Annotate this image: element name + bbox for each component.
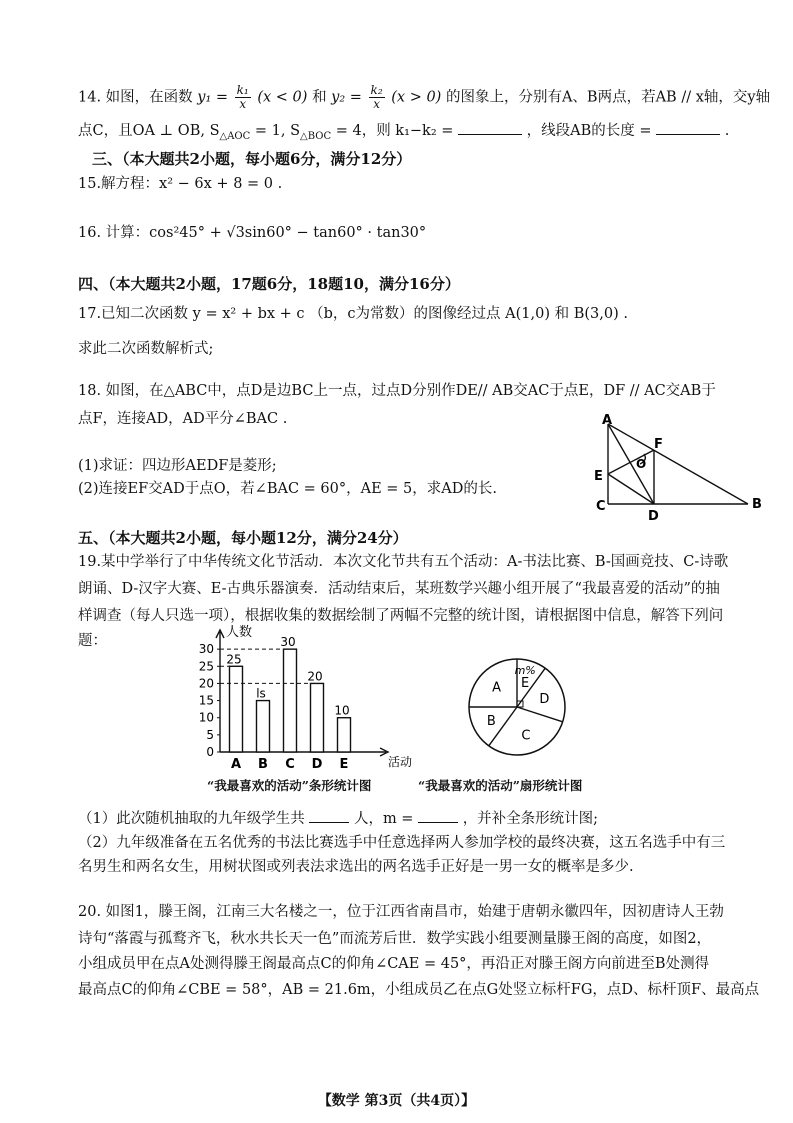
y-tick-label: 25 <box>198 659 214 674</box>
q19-part2-line2: 名男生和两名女生，用树状图或列表法求选出的两名选手正好是一男一女的概率是多少. <box>78 859 634 875</box>
q19-part1 <box>78 808 598 828</box>
q18-part2: (2)连接EF交AD于点O，若∠BAC = 60°，AE = 5，求AD的长. <box>78 481 497 497</box>
q19-part1-b: 人，m = <box>353 811 414 827</box>
section-3-heading: 三、（本大题共2小题，每小题6分，满分12分） <box>92 150 412 168</box>
bar-value-label: 30 <box>280 635 296 650</box>
y-tick-label: 0 <box>206 745 214 759</box>
q14-y1: y₁ = <box>197 89 229 106</box>
q14-end: . <box>724 123 730 139</box>
q14-frac1 <box>235 84 251 111</box>
q18-part1: (1)求证：四边形AEDF是菱形; <box>78 458 277 474</box>
y-tick-label: 15 <box>198 693 214 708</box>
q14-sub1: △AOC <box>219 130 251 142</box>
pie-slice-E: E <box>521 675 530 691</box>
q19-line1: 19.某中学举行了中华传统文化节活动．本次文化节共有五个活动：A-书法比赛、B-国画竞技、C-诗歌 <box>78 554 729 570</box>
q14-text-e: = 4，则 k₁−k₂ = <box>331 123 454 139</box>
bar-B <box>257 701 270 752</box>
vertex-label-o: O <box>636 457 647 471</box>
pie-annotation: m% <box>514 663 536 677</box>
vertex-label-c: C <box>596 499 606 514</box>
q14-text-f: ，线段AB的长度 = <box>526 123 652 139</box>
bar-chart <box>196 618 436 770</box>
y-tick-label: 5 <box>206 727 214 742</box>
q14-frac2 <box>369 84 385 111</box>
vertex-label-b: B <box>752 497 762 512</box>
q20-line2: 诗句“落霞与孤鹜齐飞，秋水共长天一色”而流芳后世．数学实践小组要测量滕王阁的高度，如图2， <box>78 931 712 947</box>
section-4-heading: 四、（本大题共2小题，17题6分，18题10，满分16分） <box>78 275 460 293</box>
q14-cond2: (x > 0) <box>391 89 442 106</box>
q14-y2: y₂ = <box>331 89 362 106</box>
bar-E <box>338 718 351 752</box>
q19-line3: 样调查（每人只选一项），根据收集的数据绘制了两幅不完整的统计图，请根据图中信息，解答下列问 <box>78 608 724 624</box>
q17-line1: 17.已知二次函数 y = x² + bx + c （b，c为常数）的图像经过点 A(1,0) 和 B(3,0) . <box>78 306 628 322</box>
q14-text-a: 14. 如图，在函数 <box>78 89 193 106</box>
y-tick-label: 20 <box>198 676 214 691</box>
q14-line2 <box>78 120 729 146</box>
bar-value-label: ls <box>256 686 266 701</box>
vertex-label-e: E <box>594 469 603 484</box>
y-tick-label: 10 <box>198 710 214 725</box>
pie-chart <box>462 652 572 762</box>
q14-k2: k₂ <box>370 83 383 97</box>
x-tick-label: A <box>230 757 242 770</box>
vertex-label-d: D <box>648 509 659 522</box>
q19-line2: 朗诵、D-汉字大赛、E-古典乐器演奏．活动结束后，某班数学兴趣小组开展了“我最喜爱的活动”的抽 <box>78 581 720 597</box>
q18-line1: 18. 如图，在△ABC中，点D是边BC上一点，过点D分别作DE// AB交AC于点E，DF // AC交AB于 <box>78 383 716 399</box>
pie-slice-A: A <box>492 680 502 696</box>
answer-blank-3[interactable] <box>309 808 349 823</box>
bar-value-label: 10 <box>334 703 350 718</box>
q14-sub2: △BOC <box>300 130 332 142</box>
bar-value-label: 25 <box>226 652 242 667</box>
q14-x2: x <box>373 97 380 111</box>
bar-A <box>230 666 243 752</box>
q20-line1: 20. 如图1，滕王阁，江南三大名楼之一，位于江西省南昌市，始建于唐朝永徽四年，因初唐诗人王勃 <box>78 904 724 920</box>
pie-chart-caption: “我最喜欢的活动”扇形统计图 <box>418 778 583 793</box>
q19-part2-line1: （2）九年级准备在五名优秀的书法比赛选手中任意选择两人参加学校的最终决赛，这五名选手中有三 <box>78 835 726 851</box>
q15: 15.解方程：x² − 6x + 8 = 0 . <box>78 176 283 192</box>
page-footer: 【数学 第3页（共4页）】 <box>317 1093 476 1109</box>
x-tick-label: B <box>258 757 268 770</box>
bar-chart-caption: “我最喜欢的活动”条形统计图 <box>207 778 372 793</box>
q19-part1-c: ，并补全条形统计图; <box>462 811 599 827</box>
bar-value-label: 20 <box>307 669 323 684</box>
y-tick-label: 30 <box>198 642 214 657</box>
q14-text-b: 的图象上，分别有A、B两点，若AB // x轴，交y轴 <box>445 89 771 106</box>
q14-x1: x <box>239 97 247 111</box>
q17-line2: 求此二次函数解析式; <box>78 341 214 357</box>
q14-line1 <box>78 84 770 111</box>
pie-slice-C: C <box>521 728 531 744</box>
x-tick-label: E <box>339 757 349 770</box>
q14-text-c: 点C，且OA ⊥ OB, S <box>78 123 220 139</box>
vertex-label-f: F <box>654 437 663 452</box>
pie-slice-B: B <box>486 714 496 730</box>
q16: 16. 计算：cos²45° + √3sin60° − tan60° · tan30° <box>78 225 427 241</box>
pie-slice-edge <box>517 707 563 722</box>
q19-part1-a: （1）此次随机抽取的九年级学生共 <box>78 811 305 827</box>
q14-k1: k₁ <box>236 83 249 97</box>
q18-line2: 点F，连接AD，AD平分∠BAC . <box>78 411 288 427</box>
x-axis-label: 活动 <box>388 755 413 769</box>
bar-D <box>311 683 324 752</box>
q20-line4: 最高点C的仰角∠CBE = 58°，AB = 21.6m，小组成员乙在点G处竖立标杆FG，点D、标杆顶F、最高点 <box>78 982 760 998</box>
bar-C <box>284 649 297 752</box>
vertex-label-a: A <box>602 413 613 428</box>
section-5-heading: 五、（本大题共2小题，每小题12分，满分24分） <box>78 529 408 547</box>
q14-text-d: = 1, S <box>250 123 301 139</box>
q19-line4: 题： <box>78 633 107 649</box>
q20-line3: 小组成员甲在点A处测得滕王阁最高点C的仰角∠CAE = 45°，再沿正对滕王阁方向前进至B处测得 <box>78 956 710 972</box>
answer-blank-2[interactable] <box>656 120 720 135</box>
q14-cond1: (x < 0) <box>257 89 308 106</box>
pie-slice-D: D <box>539 692 550 708</box>
answer-blank-1[interactable] <box>458 120 522 135</box>
q14-and: 和 <box>312 89 327 106</box>
x-tick-label: D <box>311 757 323 770</box>
y-axis-label: 人数 <box>226 625 253 640</box>
answer-blank-4[interactable] <box>418 808 458 823</box>
triangle-figure <box>588 412 768 522</box>
x-tick-label: C <box>285 757 295 770</box>
